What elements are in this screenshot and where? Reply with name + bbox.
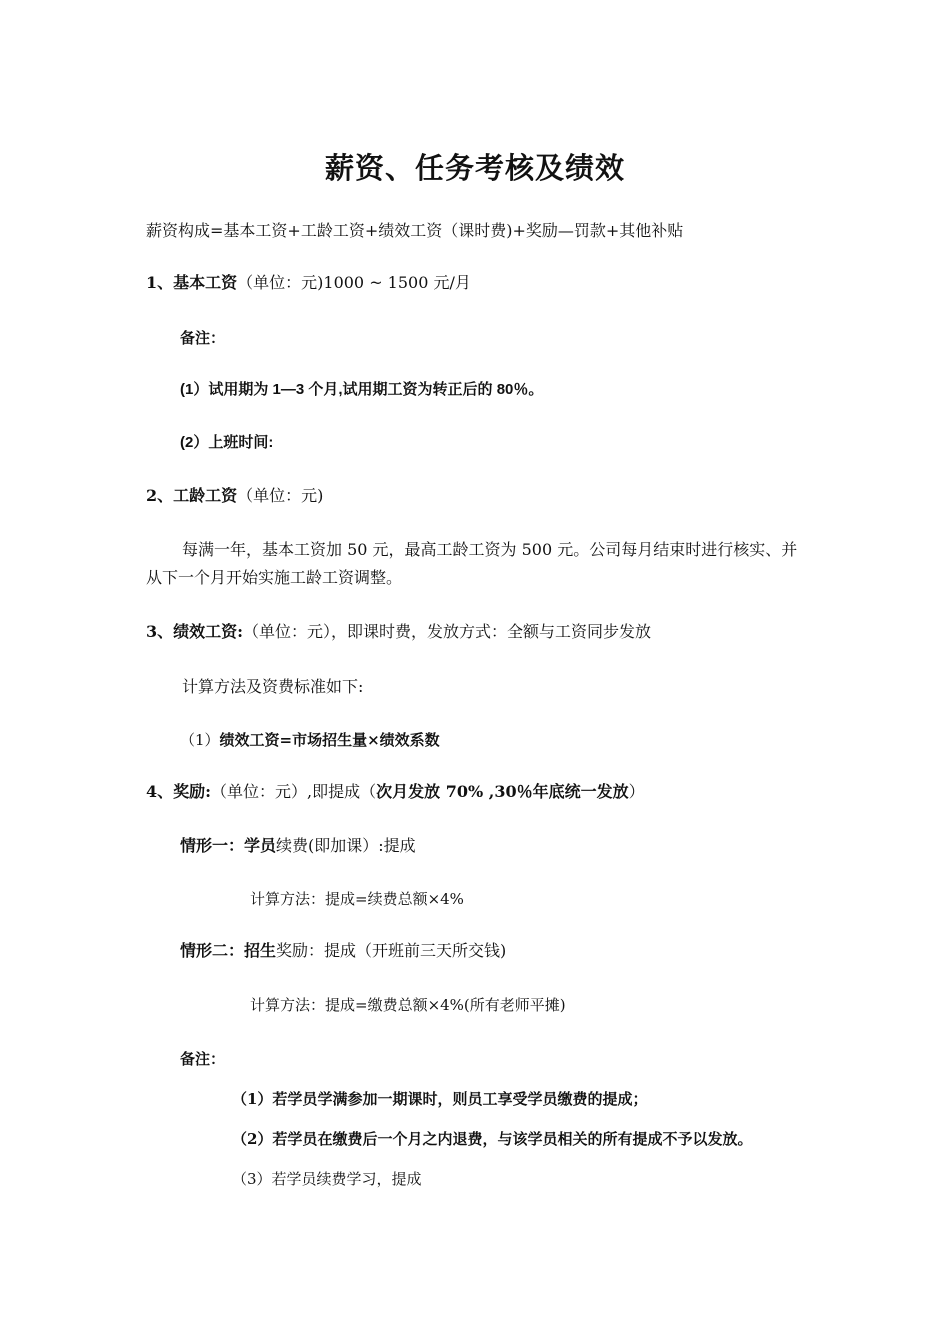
case-2-text: 奖励：提成（开班前三天所交钱) (276, 941, 507, 960)
section-3-unit: （单位：元），即课时费，发放方式：全额与工资同步发放 (243, 622, 652, 641)
section-1-unit: （单位：元)1000 ~ 1500 元/月 (237, 273, 471, 292)
page-title: 薪资、任务考核及绩效 (324, 151, 625, 185)
section-4-payment-terms: 次月发放 70% ,30％年底统一发放 (376, 782, 629, 801)
section-1-heading: 1、基本工资 (146, 273, 238, 292)
salary-formula: 薪资构成=基本工资+工龄工资+绩效工资（课时费)+奖励—罚款+其他补贴 (146, 221, 684, 240)
section-1-note-2: (2）上班时间: (180, 434, 274, 451)
section-4-note-1: （1）若学员学满参加一期课时，则员工享受学员缴费的提成； (232, 1090, 648, 1108)
section-2 (146, 486, 323, 506)
case-2-calc: 计算方法：提成=缴费总额×4%(所有老师平摊) (250, 996, 566, 1014)
section-3 (146, 622, 651, 642)
section-4-note-label: 备注： (180, 1050, 226, 1068)
section-1 (146, 273, 471, 293)
section-3-item-number: （1） (180, 731, 220, 749)
case-2-bold: 招生 (244, 941, 277, 960)
section-4-note-2: （2）若学员在缴费后一个月之内退费，与该学员相关的所有提成不予以发放。 (232, 1130, 753, 1148)
section-3-item (180, 730, 440, 750)
case-1-bold: 学员 (244, 836, 277, 855)
section-4-unit-end: ） (628, 782, 645, 801)
section-2-unit: （单位：元) (237, 486, 324, 505)
section-4-unit: （单位：元）,即提成（ (211, 782, 377, 801)
section-3-calc-intro: 计算方法及资费标准如下: (182, 677, 364, 696)
case-1-label: 情形一： (180, 836, 245, 855)
case-1 (180, 836, 416, 856)
case-2 (180, 941, 506, 961)
case-1-calc: 计算方法：提成=续费总额×4% (250, 890, 464, 908)
case-2-label: 情形二： (180, 941, 245, 960)
section-4 (146, 782, 645, 802)
section-2-body: 每满一年，基本工资加 50 元，最高工龄工资为 500 元。公司每月结束时进行核实、并从下一个月开始实施工龄工资调整。 (146, 540, 798, 587)
section-3-heading: 3、绩效工资: (146, 622, 244, 641)
section-1-note-1: (1）试用期为 1—3 个月,试用期工资为转正后的 80％。 (180, 381, 544, 398)
section-1-note-label: 备注： (180, 329, 226, 347)
case-1-text: 续费(即加课）:提成 (276, 836, 416, 855)
section-4-note-3: （3）若学员续费学习，提成 (232, 1170, 422, 1188)
section-2-heading: 2、工龄工资 (146, 486, 238, 505)
section-4-heading: 4、奖励: (146, 782, 212, 801)
section-3-item-text: 绩效工资=市场招生量×绩效系数 (219, 731, 440, 749)
